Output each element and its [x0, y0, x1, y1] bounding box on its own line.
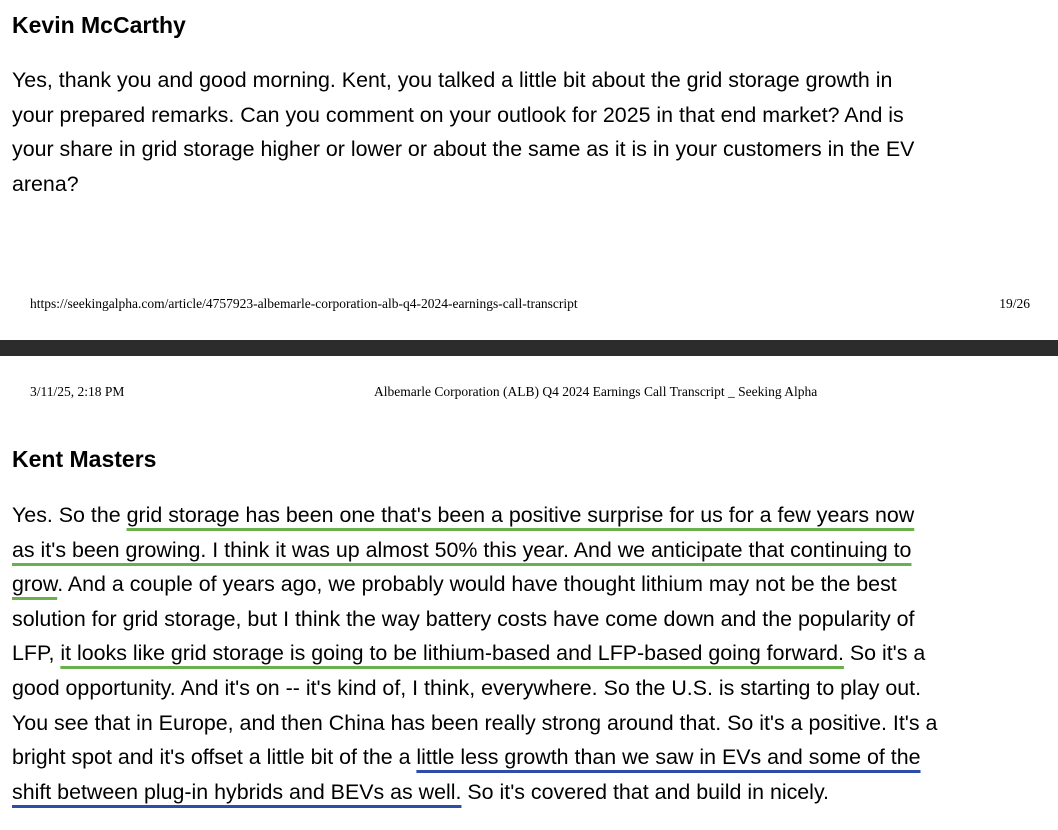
green-highlight: it looks like grid storage is going to be lithium-based and LFP-based going forward.	[60, 641, 844, 666]
page-number: 19/26	[999, 296, 1030, 311]
green-highlight: grid storage has been one that's been a positive surprise for us for a few years now	[126, 503, 915, 527]
speaker-name-kent-masters: Kent Masters	[12, 446, 157, 472]
text-segment: . And a couple of years ago, we probably would have thought lithium may not be the best	[57, 572, 897, 597]
text-line: Yes, thank you and good morning. Kent, you talked a little bit about the grid storage growth in	[12, 68, 893, 92]
text-segment: solution for grid storage, but I think the way battery costs have come down and the popularity of	[12, 606, 915, 631]
green-highlight: as it's been growing. I think it was up almost 50% this year. And we anticipate that continuing to	[12, 537, 912, 562]
blue-highlight: little less growth than we saw in EVs and some of the	[416, 745, 921, 770]
page-break-divider	[0, 340, 1058, 356]
page-footer-url: https://seekingalpha.com/article/4757923-albemarle-corporation-alb-q4-2024-earnings-call-transcript	[30, 296, 578, 311]
answer-paragraph	[12, 498, 1052, 809]
text-segment: good opportunity. And it's on -- it's kind of, I think, everywhere. So the U.S. is starting to play out.	[12, 675, 922, 700]
text-segment: bright spot and it's offset a little bit of the a	[12, 745, 417, 770]
text-line: your share in grid storage higher or lower or about the same as it is in your customers in the EV	[12, 137, 915, 162]
green-highlight: grow	[12, 572, 58, 597]
page-header-date: 3/11/25, 2:18 PM	[30, 384, 125, 399]
text-line: arena?	[12, 171, 79, 196]
page-header-title: Albemarle Corporation (ALB) Q4 2024 Earnings Call Transcript _ Seeking Alpha	[374, 384, 818, 399]
text-segment: LFP,	[12, 641, 61, 666]
speaker-name-kevin-mccarthy: Kevin McCarthy	[12, 12, 186, 38]
text-segment: So it's covered that and build in nicely.	[461, 779, 829, 804]
question-paragraph	[12, 63, 1052, 201]
text-segment: You see that in Europe, and then China has been really strong around that. So it's a positive. It's a	[12, 710, 938, 735]
text-segment: Yes. So the	[12, 503, 127, 527]
text-line: your prepared remarks. Can you comment on your outlook for 2025 in that end market? And is	[12, 102, 904, 127]
blue-highlight: shift between plug-in hybrids and BEVs as well.	[12, 779, 462, 804]
text-segment: So it's a	[843, 641, 926, 666]
